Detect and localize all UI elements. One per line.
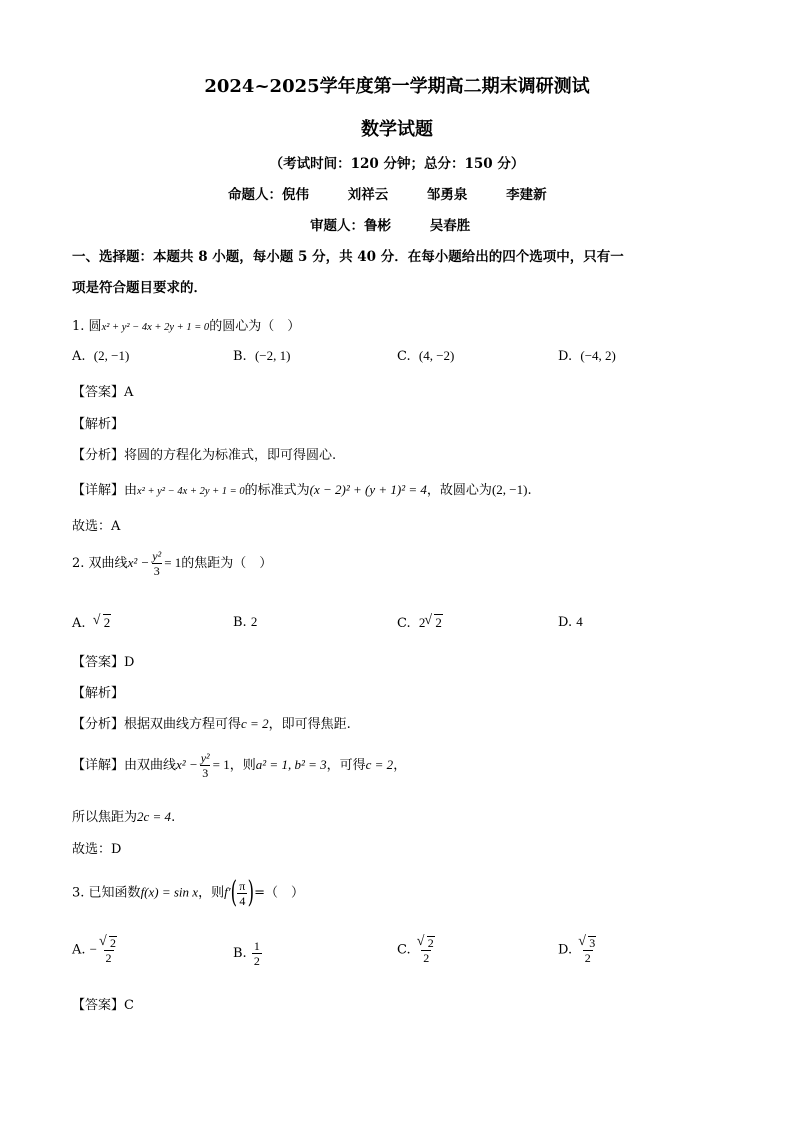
detail-text: .	[527, 483, 532, 498]
detail-text: ，	[393, 758, 407, 773]
equation: (x − 2)² + (y + 1)² = 4	[309, 482, 427, 497]
option-label: A.	[72, 616, 86, 631]
option-value: (−4, 2)	[580, 348, 616, 363]
equation: c = 2	[365, 757, 394, 772]
option-d	[558, 348, 616, 364]
reviewer-name: 鲁彬	[364, 218, 391, 234]
right-paren: )	[247, 875, 255, 910]
option-label: B.	[233, 349, 247, 364]
option-coef: 2	[418, 615, 426, 630]
authors-label: 命题人：	[228, 187, 282, 203]
question-text: 圆	[88, 319, 102, 334]
detail-text: 由	[124, 483, 138, 498]
option-value: 2	[435, 615, 442, 630]
frac-num: 1	[253, 939, 260, 953]
fenxi-label: 【分析】	[72, 448, 125, 463]
option-label: C.	[397, 349, 411, 364]
fenxi-label: 【分析】	[72, 717, 125, 732]
detail-text: 由双曲线	[124, 758, 177, 773]
frac-den: 3	[153, 564, 160, 578]
author-name: 李建新	[506, 187, 547, 203]
equation: f(x) = sin x	[140, 884, 199, 900]
option-c	[397, 348, 454, 364]
option-b	[233, 614, 257, 630]
section-heading-line2: 项是符合题目要求的．	[72, 280, 207, 296]
option-value: 2	[250, 614, 258, 629]
choose-label: 故选：	[72, 842, 112, 857]
option-d	[558, 936, 599, 964]
frac-den: 2	[253, 954, 260, 968]
option-label: D.	[558, 349, 573, 364]
fraction	[98, 936, 119, 964]
detail-line	[72, 479, 532, 498]
reviewers-label: 审题人：	[310, 218, 364, 234]
section-heading-line1: 一、选择题：本题共 8 小题，每小题 5 分，共 40 分．在每小题给出的四个选项中，只有一	[72, 249, 624, 265]
frac-den: 3	[202, 766, 209, 780]
option-a	[72, 614, 111, 631]
author-name: 刘祥云	[347, 187, 389, 203]
frac-den: 2	[584, 951, 591, 965]
reviewers-line	[310, 214, 470, 234]
option-label: B.	[233, 615, 247, 630]
equation: c = 2	[241, 716, 269, 731]
option-b	[233, 940, 263, 967]
option-value: (4, −2)	[418, 348, 455, 363]
fenxi-text: ，即可得焦距.	[268, 717, 351, 732]
fraction	[416, 936, 437, 964]
question-text: 双曲线	[88, 556, 128, 571]
author-name: 倪伟	[282, 187, 309, 203]
answer-line	[72, 381, 133, 400]
left-paren: (	[230, 875, 237, 910]
detail-label: 【详解】	[72, 483, 125, 498]
sqrt	[579, 936, 596, 949]
answer-value: D	[124, 655, 135, 670]
answer-line	[72, 994, 134, 1013]
exam-title: 2024~2025学年度第一学期高二期末调研测试	[204, 76, 590, 97]
frac-den: 4	[239, 893, 246, 908]
reviewer-name: 吴春胜	[429, 218, 471, 234]
option-a	[72, 936, 120, 964]
choose-label: 故选：	[72, 519, 112, 534]
exam-info: （考试时间：120 分钟；总分：150 分）	[269, 156, 525, 172]
option-d	[558, 614, 583, 630]
choose-line	[72, 838, 121, 857]
answer-value: C	[124, 998, 134, 1013]
question-text: 的焦距为（ ）	[181, 556, 273, 571]
option-label: D.	[558, 942, 573, 958]
detail-text: 所以焦距为	[72, 810, 138, 825]
option-value: 2	[103, 615, 111, 630]
equation: = 1	[164, 555, 182, 570]
frac-num: 2	[110, 936, 117, 950]
option-value: (−2, 1)	[254, 348, 291, 363]
frac-num: y²	[200, 751, 210, 765]
question-number: 1.	[72, 319, 89, 334]
fenxi-text: 根据双曲线方程可得	[124, 717, 242, 732]
option-label: A.	[72, 349, 86, 364]
question-text: =（ ）	[254, 885, 304, 901]
fenxi-text: 将圆的方程化为标准式，即可得圆心.	[124, 448, 337, 463]
option-label: C.	[397, 942, 411, 958]
equation: x² −	[127, 555, 150, 570]
equation: x² + y² − 4x + 2y + 1 = 0	[101, 322, 210, 333]
fraction	[237, 880, 247, 907]
question-number: 2.	[72, 556, 89, 571]
equation: a² = 1, b² = 3	[255, 757, 327, 772]
detail-text: .	[171, 810, 176, 825]
option-b	[233, 348, 290, 364]
option-label: B.	[233, 946, 247, 961]
detail-line-2	[72, 806, 175, 825]
detail-text: 的标准式为	[244, 483, 310, 498]
fraction	[199, 752, 212, 779]
option-label: A.	[72, 942, 86, 958]
choose-line	[72, 515, 120, 534]
author-name: 邹勇泉	[426, 187, 468, 203]
sqrt	[100, 936, 117, 949]
option-a	[72, 348, 129, 364]
option-label: D.	[558, 615, 573, 630]
frac-num: y²	[152, 549, 162, 563]
answer-line	[72, 651, 134, 670]
detail-label: 【详解】	[72, 758, 125, 773]
question-text: ，则	[198, 885, 225, 901]
option-label: C.	[397, 616, 411, 631]
frac-den: 2	[105, 951, 112, 965]
exam-subtitle: 数学试题	[361, 119, 433, 140]
fenxi-line	[72, 713, 351, 732]
authors-line	[228, 183, 547, 203]
question-3	[72, 875, 304, 910]
equation: x² −	[176, 757, 198, 772]
equation: (2, −1)	[491, 482, 528, 497]
question-text: 的圆心为（ ）	[209, 319, 301, 334]
detail-text: ，则	[229, 758, 256, 773]
question-2	[72, 550, 272, 577]
option-value: (2, −1)	[93, 348, 130, 363]
option-sign: −	[89, 941, 98, 957]
sqrt	[425, 614, 443, 631]
frac-num: 3	[589, 936, 596, 950]
analysis-label: 【解析】	[72, 417, 125, 432]
detail-text: ，可得	[326, 758, 366, 773]
fraction	[252, 940, 262, 967]
answer-value: A	[124, 385, 134, 400]
equation: 2c = 4	[137, 809, 172, 824]
sqrt	[94, 614, 112, 631]
frac-num: 2	[427, 936, 434, 950]
choose-value: D	[111, 842, 122, 857]
answer-label: 【答案】	[72, 998, 125, 1013]
equation: f′	[224, 884, 231, 900]
detail-line	[72, 752, 406, 779]
option-value: 4	[576, 614, 583, 629]
question-text: 已知函数	[88, 885, 141, 901]
frac-den: 2	[423, 951, 430, 965]
answer-label: 【答案】	[72, 655, 125, 670]
frac-num: π	[239, 878, 246, 893]
fraction	[577, 936, 598, 964]
fenxi-line	[72, 444, 336, 463]
option-c	[397, 936, 438, 964]
choose-value: A	[111, 519, 121, 534]
equation: = 1	[212, 757, 230, 772]
answer-label: 【答案】	[72, 385, 125, 400]
fraction	[150, 550, 163, 577]
equation: x² + y² − 4x + 2y + 1 = 0	[137, 486, 245, 497]
question-1	[72, 315, 300, 334]
detail-text: ，故圆心为	[426, 483, 492, 498]
sqrt	[418, 936, 435, 949]
analysis-label: 【解析】	[72, 686, 125, 701]
option-c	[397, 614, 443, 631]
question-number: 3.	[72, 885, 89, 901]
